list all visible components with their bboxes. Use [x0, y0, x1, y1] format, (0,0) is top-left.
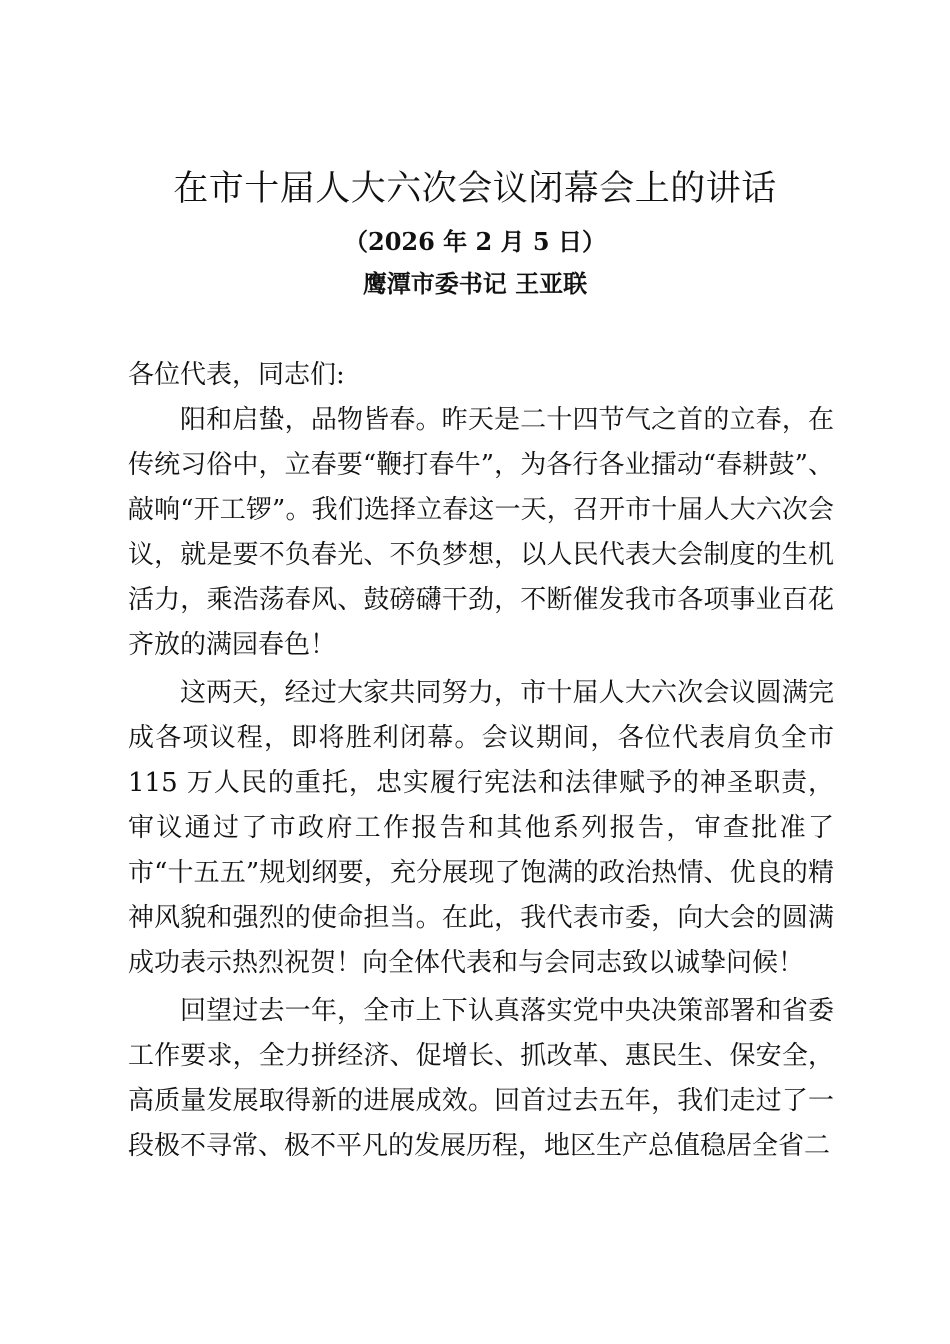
- paragraph: 这两天，经过大家共同努力，市十届人大六次会议圆满完成各项议程，即将胜利闭幕。会议期间，各位代表肩负全市 115 万人民的重托，忠实履行宪法和法律赋予的神圣职责，审议通过了市政府工作报告和其他系列报告，审查批准了市“十五五”规划纲要，充分展现了饱满的政治热情、优良的精神风貌和强烈的使命担当。在此，我代表市委，向大会的圆满成功表示热烈祝贺！向全体代表和与会同志致以诚挚问候！: [128, 678, 834, 978]
- speech-body: [128, 353, 834, 1169]
- salutation: 各位代表，同志们:: [128, 360, 345, 390]
- paragraph: 回望过去一年，全市上下认真落实党中央决策部署和省委工作要求，全力拼经济、促增长、抓改革、惠民生、保安全，高质量发展取得新的进展成效。回首过去五年，我们走过了一段极不寻常、极不平凡的发展历程，地区生产总值稳居全省二: [128, 996, 834, 1161]
- paragraph: 阳和启蛰，品物皆春。昨天是二十四节气之首的立春，在传统习俗中，立春要“鞭打春牛”，为各行各业擂动“春耕鼓”、敲响“开工锣”。我们选择立春这一天，召开市十届人大六次会议，就是要不负春光、不负梦想，以人民代表大会制度的生机活力，乘浩荡春风、鼓磅礴干劲，不断催发我市各项事业百花齐放的满园春色！: [128, 405, 834, 660]
- speaker-byline: 鹰潭市委书记 王亚联: [362, 269, 588, 298]
- speech-date: （2026 年 2 月 5 日）: [344, 227, 606, 256]
- document-title: 在市十届人大六次会议闭幕会上的讲话: [173, 169, 777, 209]
